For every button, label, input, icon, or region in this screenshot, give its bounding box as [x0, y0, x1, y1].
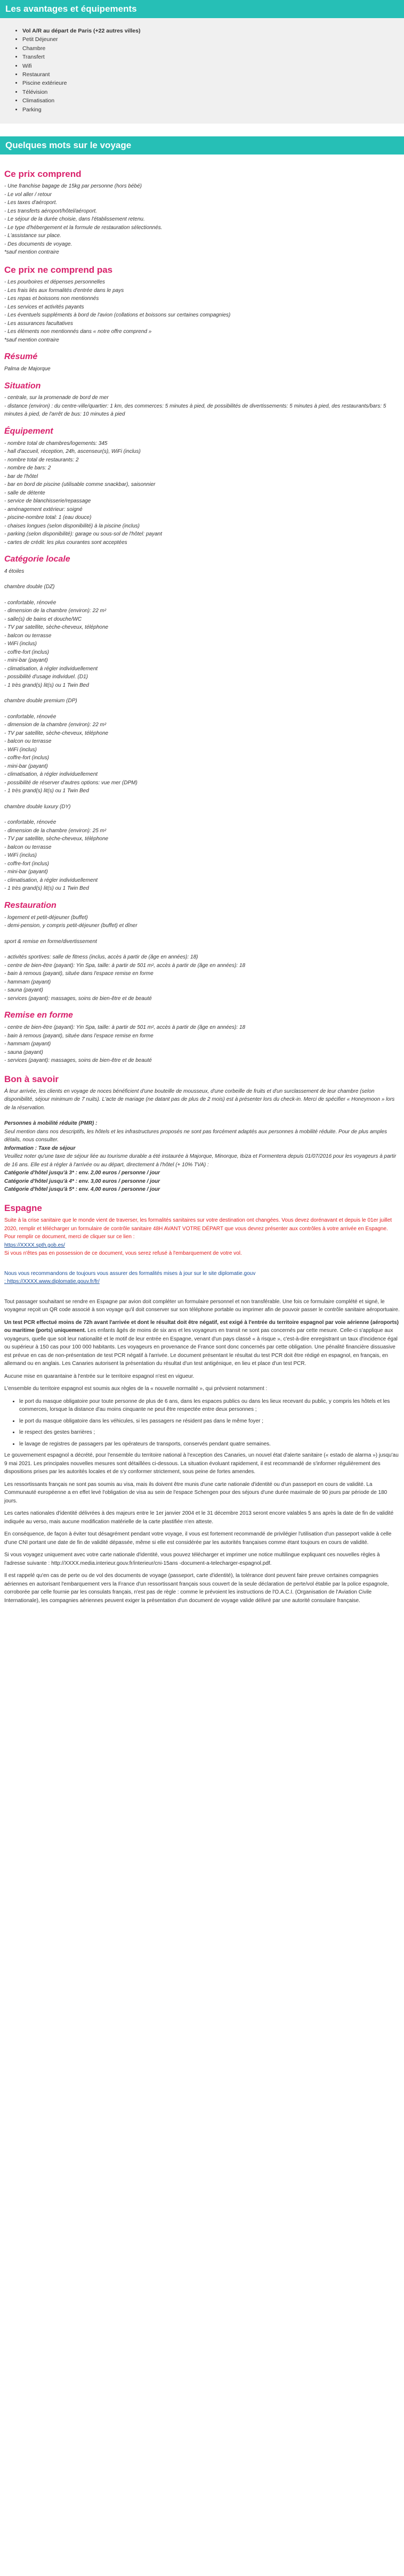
- id-card-paragraph: Les cartes nationales d'identité délivrées à des majeurs entre le 1er janvier 2004 et le 31 décembre 2013 seront encore valables 5 ans après la date de fin de validité indiquée au verso, mais aucune modification matérielle de la carte plastifiée n'en atteste.: [4, 1510, 394, 1525]
- restauration-list: [4, 914, 400, 930]
- boarding-refusal-note: Si vous n'êtes pas en possession de ce document, vous serez refusé à l'embarquement de votre vol.: [4, 1250, 242, 1257]
- list-line: - bain à remous (payant), située dans l'espace remise en forme: [4, 971, 153, 977]
- covid-notice: Suite à la crise sanitaire que le monde vient de traverser, les formalités sanitaires sur votre destination ont changées. Vous devez dorénavant et depuis le 01er juillet 2020, remplir et télécharger un formulaire de contrôle sanitaire 48H AVANT VOTRE DÉPART que vous devrez présenter aux contrôles à votre arrivée en Espagne.: [4, 1217, 392, 1232]
- list-line: - bain à remous (payant), située dans l'espace remise en forme: [4, 1033, 153, 1039]
- list-line: - nombre total de restaurants: 2: [4, 457, 79, 463]
- list-line: - Les frais liés aux formalités d'entrée dans le pays: [4, 287, 124, 294]
- quarantine-paragraph: Aucune mise en quarantaine à l'entrée sur le territoire espagnol n'est en vigueur.: [4, 1373, 195, 1379]
- room-feature: - TV par satellite, sèche-cheveux, téléphone: [4, 836, 109, 842]
- resume-title: Résumé: [4, 352, 38, 362]
- list-line: - centre de bien-être (payant): Yin Spa, taille: à partir de 501 m², accès à partir de (âge en années): 18: [4, 1025, 246, 1031]
- amenities-panel: [0, 18, 404, 124]
- resume-text: Palma de Majorque: [4, 366, 51, 372]
- lost-docs-paragraph: Il est rappelé qu'en cas de perte ou de vol des documents de voyage (passeport, carte d'identité), la tolérance dont peuvent faire preuve certaines compagnies aériennes en autorisant l'embarquement vers la France d'un ressortissant français sous couvert de la seule déclaration de perte/vol établie par la police espagnole, corroborée par celle fournie par les consulats français, n'est pas de règle : comme le prévoient les instructions de l'O.A.C.I. (Organisation de l'Aviation Civile Internationale), les compagnies aériennes peuvent exiger la présentation d'un document de voyage valide délivré par une autorité consulaire française.: [4, 1573, 389, 1604]
- list-line: - piscine-nombre total: 1 (eau douce): [4, 515, 92, 521]
- room-feature: - TV par satellite, sèche-cheveux, téléphone: [4, 730, 109, 736]
- categorie-title: Catégorie locale: [4, 555, 70, 564]
- list-line: - Des documents de voyage.: [4, 241, 72, 247]
- room-feature: - coffre-fort (inclus): [4, 649, 49, 655]
- trip-details: [0, 155, 404, 1605]
- list-line: - distance (environ) : du centre-ville/quartier: 1 km, des commerces: 5 minutes à pied, de possibilités de divertissements: 5 minutes à pied, des restaurants/bars: 5 minutes à pied, de l'arrêt de bus: 10 minutes à pied: [4, 403, 386, 418]
- room-feature: - confortable, rénovée: [4, 713, 56, 720]
- list-line: - Les repas et boissons non mentionnés: [4, 296, 99, 302]
- list-line: - Les éléments non mentionnés dans « notre offre comprend »: [4, 329, 152, 335]
- tax-cat-4: Catégorie d'hôtel jusqu'à 4* : env. 3,00 euros / personne / jour: [4, 1178, 160, 1184]
- room-feature: - climatisation, à régler individuellement: [4, 877, 98, 883]
- tax-text: Veuillez noter qu'une taxe de séjour liée au tourisme durable a été instaurée à Majorque, Minorque, Ibiza et Formentera depuis 01/07/2016 pour les voyageurs à partir de 16 ans. Elle est à régler à l'arrivée ou au départ, directement à l'hôtel (+ 10% TVA) :: [4, 1153, 397, 1168]
- list-line: - hall d'accueil, réception, 24h, ascenseur(s), WiFi (inclus): [4, 449, 141, 455]
- amenity-item: • Transfert: [22, 53, 395, 61]
- room-feature: - salle(s) de bains et douche/WC: [4, 616, 82, 622]
- room-feature: - balcon ou terrasse: [4, 844, 52, 850]
- room-feature: - coffre-fort (inclus): [4, 860, 49, 867]
- amenity-item: • Vol A/R au départ de Paris (+22 autres villes): [22, 27, 395, 35]
- list-line: *sauf mention contraire: [4, 337, 59, 343]
- room-types: [4, 575, 400, 893]
- list-line: - aménagement extérieur: soigné: [4, 506, 83, 513]
- room-feature: - confortable, rénovée: [4, 819, 56, 826]
- amenity-item: • Télévision: [22, 88, 395, 96]
- room-feature: - mini-bar (payant): [4, 869, 48, 875]
- espagne-title: Espagne: [4, 1202, 42, 1213]
- espagne-section: [4, 1216, 400, 1605]
- excludes-list: [4, 278, 400, 344]
- room-type-name: chambre double (DZ): [4, 584, 55, 590]
- list-line: - parking (selon disponibilité): garage ou sous-sol de l'hôtel: payant: [4, 531, 162, 538]
- amenities-banner: Les avantages et équipements: [0, 0, 404, 18]
- includes-title: Ce prix comprend: [4, 169, 82, 180]
- categorie-stars: 4 étoiles: [4, 568, 25, 574]
- room-feature: - possibilité de réserver d'autres options: vue mer (DPM): [4, 779, 138, 786]
- excludes-title: Ce prix ne comprend pas: [4, 264, 113, 275]
- list-line: - services (payant): massages, soins de bien-être et de beauté: [4, 995, 152, 1002]
- room-feature: - WiFi (inclus): [4, 852, 37, 859]
- room-feature: - dimension de la chambre (environ): 22 m²: [4, 608, 107, 614]
- list-line: - Les pourboires et dépenses personnelles: [4, 279, 106, 286]
- list-line: - bar en bord de piscine (utilisable comme snackbar), saisonnier: [4, 482, 156, 488]
- situation-title: Situation: [4, 381, 41, 391]
- amenity-item: • Piscine extérieure: [22, 79, 395, 87]
- room-feature: - WiFi (inclus): [4, 641, 37, 647]
- amenity-item: • Climatisation: [22, 96, 395, 105]
- room-feature: - WiFi (inclus): [4, 746, 37, 753]
- list-line: - services (payant): massages, soins de bien-être et de beauté: [4, 1058, 152, 1064]
- list-line: - centrale, sur la promenade de bord de mer: [4, 395, 109, 401]
- visa-paragraph: Les ressortissants français ne sont pas soumis au visa, mais ils doivent être munis d'une carte nationale d'identité ou d'un passeport en cours de validité. La Communauté européenne a en effet levé l'obligation de visa au sein de l'espace Schengen pour des séjours d'une durée maximale de 90 jours par période de 180 jours.: [4, 1481, 387, 1504]
- list-line: - hammam (payant): [4, 1041, 51, 1047]
- list-line: - service de blanchisserie/repassage: [4, 498, 91, 505]
- alert-paragraph: Le gouvernement espagnol a décrété, pour l'ensemble du territoire national à l'exception des Canaries, un nouvel état d'alerte sanitaire (« estado de alarma ») jusqu'au 9 mai 2021. Les principales nouvelles mesures sont détaillées ci-dessous. La situation évoluant rapidement, il est recommandé de s'informer régulièrement des dispositions prises par les autorités locales et de s'y conformer strictement, sous peine de fortes amendes.: [4, 1452, 399, 1475]
- normality-paragraph: L'ensemble du territoire espagnol est soumis aux règles de la « nouvelle normalité », qui prévoient notamment :: [4, 1386, 268, 1392]
- amenity-item: • Restaurant: [22, 70, 395, 79]
- trip-banner: Quelques mots sur le voyage: [0, 136, 404, 155]
- diplomatie-link[interactable]: : https://XXXX.www.diplomatie.gouv.fr/fr/: [4, 1279, 100, 1285]
- equipement-list: [4, 440, 400, 547]
- passport-paragraph: En conséquence, de façon à éviter tout désagrément pendant votre voyage, il vous est fortement recommandé de privilégier l'utilisation d'un passeport valide à celle d'une CNI portant une date de fin de validité dépassée, même si elle est considérée par les autorités françaises comme étant toujours en cours de validité.: [4, 1531, 392, 1546]
- remise-title: Remise en forme: [4, 1011, 73, 1020]
- tax-title: Information : Taxe de séjour: [4, 1145, 76, 1151]
- list-line: - Les assurances facultatives: [4, 320, 73, 327]
- list-line: - logement et petit-déjeuner (buffet): [4, 914, 88, 921]
- rule-item: • le port du masque obligatoire dans les véhicules, si les passagers ne résident pas dans le même foyer ;: [19, 1417, 400, 1426]
- room-feature: - possibilité d'usage individuel. (D1): [4, 674, 88, 680]
- rule-item: • le lavage de registres de passagers par les opérateurs de transports, conservés pendant quatre semaines.: [19, 1440, 400, 1449]
- list-line: - hammam (payant): [4, 979, 51, 985]
- list-line: - sauna (payant): [4, 987, 43, 994]
- remise-list: [4, 1023, 400, 1065]
- amenity-item: • Wifi: [22, 62, 395, 70]
- formalities-note: Nous vous recommandons de toujours vous assurer des formalités mises à jour sur le site diplomatie.gouv: [4, 1270, 256, 1277]
- form-link-label: Pour remplir ce document, merci de cliquer sur ce lien :: [4, 1234, 135, 1240]
- list-line: - Le type d'hébergement et la formule de restauration sélectionnés.: [4, 224, 163, 231]
- pmr-text: Seul mention dans nos descriptifs, les hôtels et les infrastructures proposés ne sont pas forcément adaptés aux personnes à mobilité réduite. Pour de plus amples détails, nous consulter.: [4, 1128, 387, 1143]
- list-line: - L'assistance sur place.: [4, 233, 61, 239]
- room-feature: - climatisation, à régler individuellement: [4, 665, 98, 672]
- health-form-link[interactable]: https://XXXX.spth.gob.es/: [4, 1242, 65, 1248]
- list-line: - cartes de crédit: les plus courantes sont acceptées: [4, 539, 127, 546]
- sport-list: [4, 953, 400, 1003]
- bon-a-savoir-title: Bon à savoir: [4, 1074, 59, 1084]
- room-feature: - balcon ou terrasse: [4, 632, 52, 639]
- rule-item: • le respect des gestes barrières ;: [19, 1428, 400, 1437]
- list-line: *sauf mention contraire: [4, 249, 59, 256]
- list-line: - bar de l'hôtel: [4, 473, 38, 480]
- list-line: - salle de détente: [4, 490, 45, 496]
- list-line: - nombre total de chambres/logements: 345: [4, 440, 108, 446]
- list-line: - Les éventuels suppléments à bord de l'avion (collations et boissons sur certaines compagnies): [4, 312, 231, 319]
- room-feature: - balcon ou terrasse: [4, 738, 52, 745]
- list-line: - nombre de bars: 2: [4, 465, 51, 472]
- honeymoon-text: À leur arrivée, les clients en voyage de noces bénéficient d'une bouteille de mousseux, d'une corbeille de fruits et d'un surclassement de leur chambre (selon disponibilité, séjour minimum de 7 nuits). L'acte de mariage (ne datant pas de plus de 2 mois) est à présenter lors du check-in. Merci de spécifier « Honeymoon » lors de la réservation.: [4, 1088, 395, 1111]
- room-feature: - 1 très grand(s) lit(s) ou 1 Twin Bed: [4, 682, 89, 688]
- situation-list: [4, 394, 400, 419]
- pcr-paragraph: Un test PCR effectué moins de 72h avant l'arrivée et dont le résultat doit être négatif, est exigé à l'entrée du territoire espagnol par voie aérienne (aéroports) ou maritime (ports) uniquement. Les enfants âgés de moins de six ans et les voyageurs en transit ne sont pas concernés par cette mesure. Celle-ci s'applique aux voyageurs, quelle que soit leur nationalité et le motif de leur entrée en Espagne, venant d'un pays classé « à risque », c'est-à-dire enregistrant un taux d'incidence égal ou supérieur à 150 cas pour 100 000 habitants. Les voyageurs en provenance de France sont donc concernés par cette obligation. Une pénalité financière dissuasive est prévue en cas de non-présentation de test PCR négatif à l'arrivée. Le document présentant le résultat du test PCR doit être rédigé en espagnol, en français, en allemand ou en anglais. Les Canaries autorisent la présentation du résultat d'un test antigénique, en lieu et place d'un test PCR.: [4, 1319, 399, 1367]
- rules-list: [4, 1397, 400, 1449]
- rule-item: • le port du masque obligatoire pour toute personne de plus de 6 ans, dans les espaces publics ou dans les lieux recevant du public, y compris les hôtels et les commerces, lorsque la distance d'au moins cinquante ne peut être respectée entre deux personnes ;: [19, 1397, 400, 1414]
- list-line: - Les services et activités payants: [4, 304, 84, 310]
- list-line: - activités sportives: salle de fitness (inclus, accès à partir de (âge en années): 18): [4, 954, 198, 961]
- pmr-title: Personnes à mobilité réduite (PMR) :: [4, 1120, 98, 1127]
- includes-list: [4, 182, 400, 257]
- tax-cat-3: Catégorie d'hôtel jusqu'à 3* : env. 2,00 euros / personne / jour: [4, 1170, 160, 1176]
- list-line: - chaises longues (selon disponibilité) à la piscine (inclus): [4, 523, 140, 529]
- room-feature: - coffre-fort (inclus): [4, 755, 49, 761]
- amenity-item: • Parking: [22, 105, 395, 114]
- list-line: - Le vol aller / retour: [4, 191, 52, 198]
- room-feature: - confortable, rénovée: [4, 599, 56, 606]
- room-feature: - dimension de la chambre (environ): 25 m²: [4, 827, 107, 834]
- restauration-title: Restauration: [4, 900, 56, 910]
- tax-cat-5: Catégorie d'hôtel jusqu'à 5* : env. 4,00 euros / personne / jour: [4, 1187, 160, 1193]
- room-feature: - climatisation, à régler individuellement: [4, 771, 98, 778]
- equipement-title: Équipement: [4, 426, 53, 436]
- sport-title: sport & remise en forme/divertissement: [4, 938, 97, 945]
- room-feature: - 1 très grand(s) lit(s) ou 1 Twin Bed: [4, 885, 89, 892]
- room-type-name: chambre double luxury (DY): [4, 803, 71, 810]
- amenity-item: • Chambre: [22, 44, 395, 53]
- list-line: - Les transferts aéroport/hôtel/aéroport.: [4, 208, 97, 214]
- amenity-item: • Petit Déjeuner: [22, 35, 395, 44]
- room-feature: - dimension de la chambre (environ): 22 m²: [4, 722, 107, 728]
- room-feature: - mini-bar (payant): [4, 657, 48, 664]
- list-line: - demi-pension, y compris petit-déjeuner (buffet) et dîner: [4, 923, 138, 929]
- list-line: - sauna (payant): [4, 1049, 43, 1055]
- room-feature: - mini-bar (payant): [4, 763, 48, 769]
- list-line: - Le séjour de la durée choisie, dans l'établissement retenu.: [4, 216, 145, 223]
- list-line: - Une franchise bagage de 15kg par personne (hors bébé): [4, 183, 142, 190]
- form-paragraph: Tout passager souhaitant se rendre en Espagne par avion doit compléter un formulaire personnel et non transférable. Une fois ce formulaire complété et signé, le voyageur reçoit un QR code associé à son voyage qu'il doit conserver sur son téléphone portable ou imprimer afin de pouvoir passer le contrôle sanitaire aéroportuaire.: [4, 1298, 400, 1313]
- list-line: - centre de bien-être (payant): Yin Spa, taille: à partir de 501 m², accès à partir de (âge en années): 18: [4, 962, 246, 969]
- list-line: - Les taxes d'aéroport.: [4, 200, 58, 206]
- amenities-list: [15, 27, 395, 114]
- room-type-name: chambre double premium (DP): [4, 698, 77, 704]
- room-feature: - TV par satellite, sèche-cheveux, téléphone: [4, 624, 109, 631]
- room-feature: - 1 très grand(s) lit(s) ou 1 Twin Bed: [4, 788, 89, 794]
- notice-paragraph: Si vous voyagez uniquement avec votre carte nationale d'identité, vous pouvez télécharger et imprimer une notice multilingue expliquant ces nouvelles règles à l'adresse suivante : http://XXXX.media.interieur.gouv.fr/interieur/cni-15ans -document-a-telecharger-espagnol.pdf.: [4, 1552, 380, 1566]
